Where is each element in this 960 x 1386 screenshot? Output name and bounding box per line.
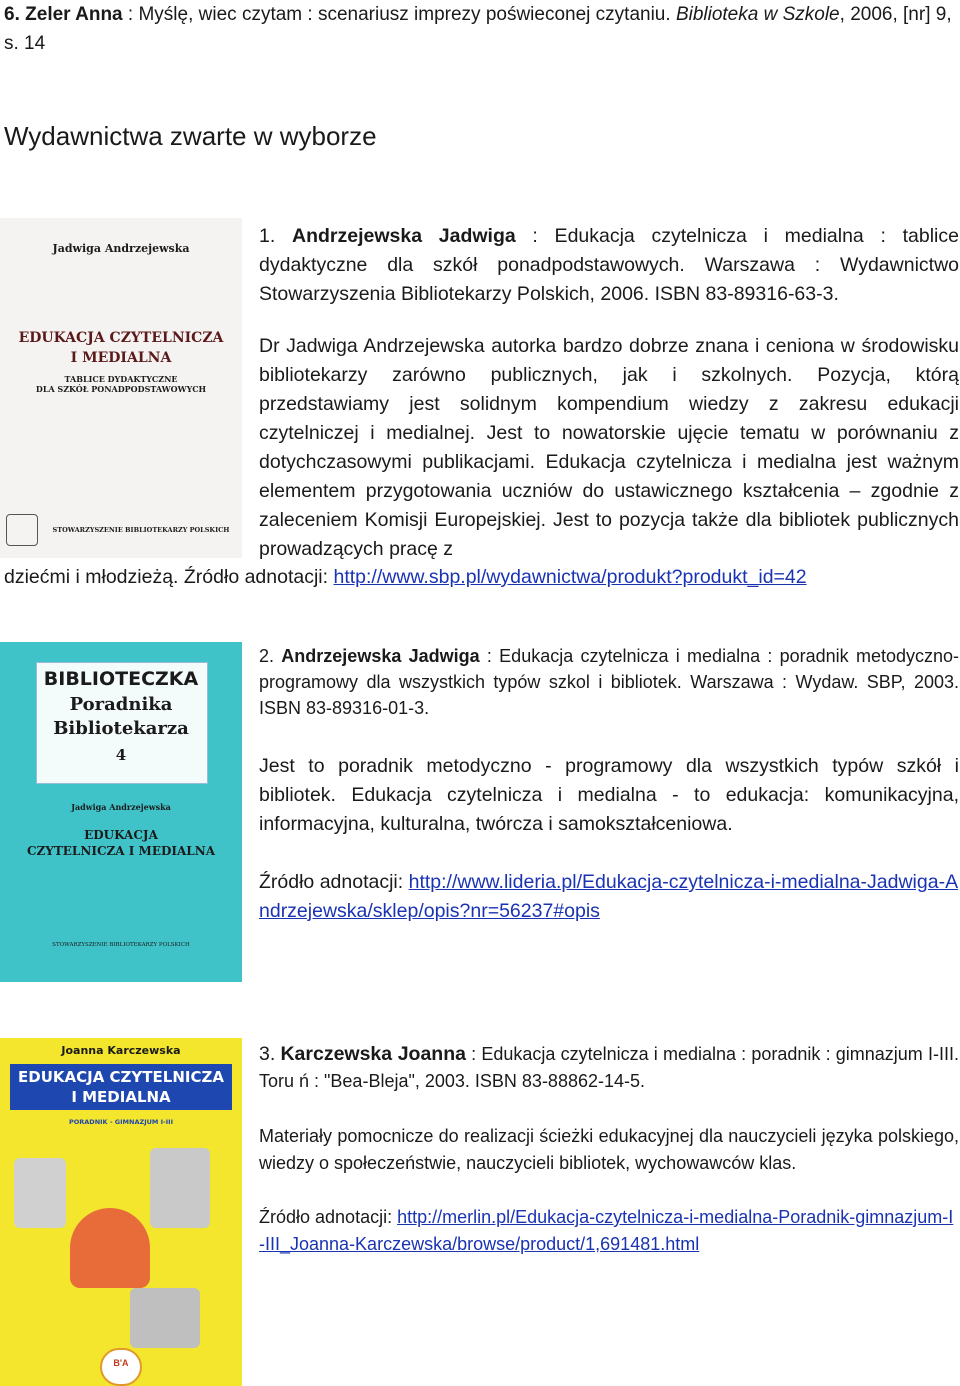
book-2-annotation: Jest to poradnik metodyczno - programowy dla wszystkich typów szkół i bibliotek. Edukacja czytelnicza i medialna - to edukacja: komunikacyjna, informacyjna, kulturalna, twórcza i samokształceniowa. bbox=[259, 755, 959, 835]
book-2-citation bbox=[259, 643, 959, 721]
book-1-author: Andrzejewska Jadwiga bbox=[291, 225, 516, 247]
reader-illustration-icon bbox=[70, 1208, 150, 1288]
book-1-cover-image bbox=[0, 218, 242, 558]
book-3-citation-text: : Edukacja czytelnicza i medialna : poradnik : gimnazjum I-III. Toru ń : "Bea-Bleja", 2003. ISBN 83-88862-14-5. bbox=[259, 1044, 959, 1091]
cover3-publisher: B'A bbox=[113, 1358, 129, 1368]
book-1-number: 1. bbox=[259, 225, 276, 247]
book-2-number: 2. bbox=[259, 646, 275, 666]
cover1-subtitle-1: TABLICE DYDAKTYCZNE bbox=[64, 374, 178, 384]
book-2-source-link[interactable]: http://www.lideria.pl/Edukacja-czytelnicza-i-medialna-Jadwiga-Andrzejewska/sklep/opis?nr=56237#opis bbox=[259, 871, 959, 922]
book-1-citation bbox=[259, 222, 959, 309]
cover1-subtitle-2: DLA SZKÓŁ PONADPODSTAWOWYCH bbox=[35, 384, 207, 394]
entry-6-number: 6. bbox=[4, 4, 20, 25]
cover1-title-1: EDUKACJA CZYTELNICZA bbox=[18, 330, 224, 346]
book-1-annotation: Dr Jadwiga Andrzejewska autorka bardzo dobrze znana i ceniona w środowisku bibliotekarzy zarówno publicznych, jak i szkolnych. Pozycja, którą przedstawiamy jest solidnym kompendium wiedzy z zakresu edukacji czytelniczej i medialnej. Jest to nowatorskie ujęcie tematu w porównaniu z dotychczasowymi publikacjami. Edukacja czytelnicza i medialna jest ważnym elementem przygotowania uczniów do ustawicznego kształcenia – zgodnie z zaleceniem Komisji Europejskiej. Jest to pozycja także dla bibliotek publicznych prowadzących pracę z bbox=[259, 335, 959, 560]
cover2-series-1: BIBLIOTECZKA bbox=[43, 668, 199, 690]
book-1-annotation-end bbox=[4, 563, 954, 592]
cover2-title-2: CZYTELNICZA I MEDIALNA bbox=[26, 844, 216, 858]
book-2-source bbox=[259, 868, 959, 926]
cover3-author: Joanna Karczewska bbox=[61, 1044, 181, 1057]
book-3-source-label: Źródło adnotacji: bbox=[259, 1207, 398, 1227]
entry-6-rest: : Myślę, wiec czytam : scenariusz imprezy poświeconej czytaniu. bbox=[122, 4, 676, 25]
computer-illustration-icon bbox=[130, 1288, 200, 1348]
computer-illustration-icon bbox=[150, 1148, 210, 1228]
cover2-series-2: Poradnika bbox=[69, 694, 173, 715]
cover1-publisher: STOWARZYSZENIE BIBLIOTEKARZY POLSKICH bbox=[52, 526, 230, 534]
entry-6-citation bbox=[4, 0, 956, 58]
book-1-source-link[interactable]: http://www.sbp.pl/wydawnictwa/produkt?produkt_id=42 bbox=[333, 566, 807, 588]
book-3-source bbox=[259, 1204, 959, 1258]
computer-illustration-icon bbox=[14, 1158, 66, 1228]
book-3-cover-image bbox=[0, 1038, 242, 1386]
book-1-citation-text: : Edukacja czytelnicza i medialna : tablice dydaktyczne dla szkół ponadpodstawowych. Warszawa : Wydawnictwo Stowarzyszenia Bibliotekarzy Polskich, 2006. ISBN 83-89316-63-3. bbox=[259, 225, 959, 305]
book-2-source-label: Źródło adnotacji: bbox=[259, 871, 409, 893]
cover2-author: Jadwiga Andrzejewska bbox=[71, 802, 171, 812]
section-heading: Wydawnictwa zwarte w wyborze bbox=[4, 121, 377, 151]
book-2-author: Andrzejewska Jadwiga bbox=[281, 646, 480, 666]
book-3-author: Karczewska Joanna bbox=[280, 1043, 466, 1065]
cover3-subtitle: PORADNIK - GIMNAZJUM I-III bbox=[68, 1118, 174, 1126]
cover2-volume: 4 bbox=[115, 746, 127, 764]
cover1-title-2: I MEDIALNA bbox=[70, 350, 172, 366]
book-3-annotation: Materiały pomocnicze do realizacji ścieżki edukacyjnej dla nauczycieli języka polskiego, wiedzy o społeczeństwie, nauczycieli bibliotek, wychowawców klas. bbox=[259, 1126, 959, 1173]
book-3-citation bbox=[259, 1041, 959, 1095]
cover3-title-1: EDUKACJA CZYTELNICZA bbox=[18, 1068, 224, 1086]
entry-6-rest2: , 2006, [nr] 9, s. 14 bbox=[4, 4, 952, 54]
book-3-number: 3. bbox=[259, 1043, 276, 1065]
entry-6-author: Zeler Anna bbox=[25, 4, 123, 25]
cover2-publisher: STOWARZYSZENIE BIBLIOTEKARZY POLSKICH bbox=[52, 942, 190, 948]
cover2-title-1: EDUKACJA bbox=[84, 828, 158, 842]
cover3-title-2: I MEDIALNA bbox=[71, 1088, 171, 1106]
entry-6-journal: Biblioteka w Szkole bbox=[675, 4, 840, 25]
book-2-citation-text: : Edukacja czytelnicza i medialna : poradnik metodyczno-programowy dla wszystkich typów szkol i bibliotek. Warszawa : Wydaw. SBP, 2003. ISBN 83-89316-01-3. bbox=[259, 646, 959, 718]
cover1-author: Jadwiga Andrzejewska bbox=[52, 242, 190, 255]
book-1-annotation-end-text: dziećmi i młodzieżą. Źródło adnotacji: bbox=[4, 566, 334, 588]
book-2-cover-image bbox=[0, 642, 242, 982]
cover2-series-3: Bibliotekarza bbox=[53, 718, 189, 739]
book-3-source-link[interactable]: http://merlin.pl/Edukacja-czytelnicza-i-medialna-Poradnik-gimnazjum-I-III_Joanna-Karczewska/browse/product/1,691481.html bbox=[259, 1207, 954, 1254]
